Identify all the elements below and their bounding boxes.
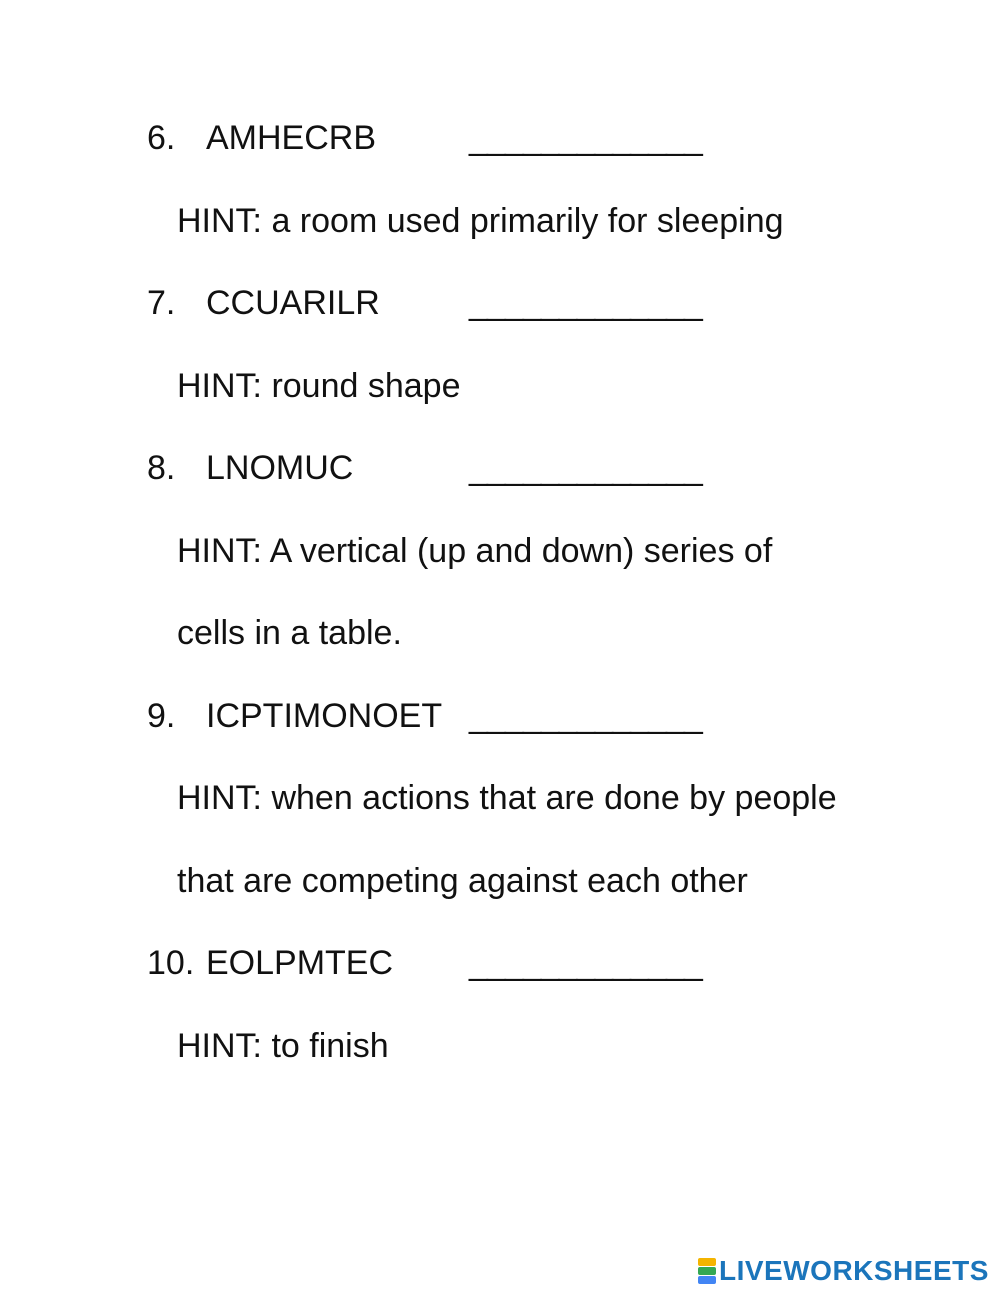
answer-blank[interactable]: _____________ bbox=[469, 697, 702, 735]
hint-text: cells in a table. bbox=[177, 614, 402, 652]
logo-block-s bbox=[698, 1276, 716, 1284]
scrambled-word: CCUARILR bbox=[206, 284, 380, 322]
question-number: 8. bbox=[147, 449, 176, 487]
logo-block-w bbox=[698, 1267, 716, 1275]
hint-text: HINT: when actions that are done by people bbox=[177, 779, 837, 817]
question-number: 6. bbox=[147, 119, 176, 157]
logo-block-l bbox=[698, 1258, 716, 1266]
hint-text: that are competing against each other bbox=[177, 862, 748, 900]
question-number: 7. bbox=[147, 284, 176, 322]
answer-blank[interactable]: _____________ bbox=[469, 449, 702, 487]
logo-text: LIVEWORKSHEETS bbox=[719, 1255, 989, 1286]
hint-text: HINT: a room used primarily for sleeping bbox=[177, 202, 784, 240]
scrambled-word: EOLPMTEC bbox=[206, 944, 394, 982]
logo-mark-icon bbox=[698, 1258, 716, 1284]
liveworksheets-logo bbox=[698, 1256, 989, 1286]
scrambled-word: LNOMUC bbox=[206, 449, 354, 487]
scrambled-word: ICPTIMONOET bbox=[206, 697, 443, 735]
scrambled-word: AMHECRB bbox=[206, 119, 377, 157]
answer-blank[interactable]: _____________ bbox=[469, 284, 702, 322]
hint-text: HINT: to finish bbox=[177, 1027, 389, 1065]
answer-blank[interactable]: _____________ bbox=[469, 944, 702, 982]
question-number: 9. bbox=[147, 697, 176, 735]
question-number: 10. bbox=[147, 944, 195, 982]
hint-text: HINT: round shape bbox=[177, 367, 461, 405]
hint-text: HINT: A vertical (up and down) series of bbox=[177, 532, 773, 570]
answer-blank[interactable]: _____________ bbox=[469, 119, 702, 157]
